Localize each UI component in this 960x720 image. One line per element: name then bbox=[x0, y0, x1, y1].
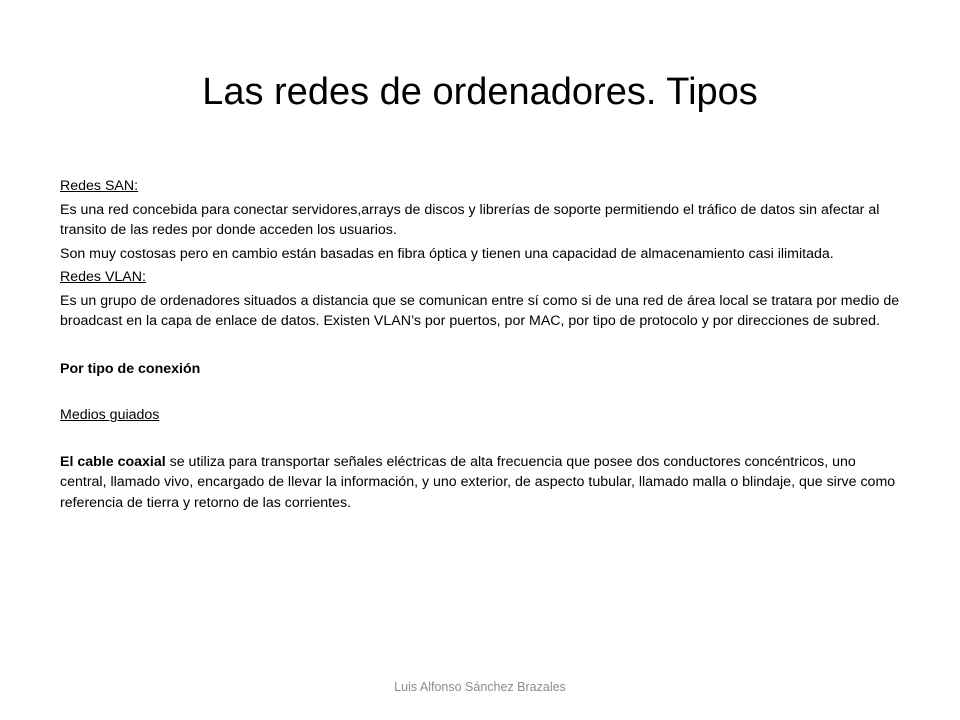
san-heading: Redes SAN: bbox=[60, 178, 139, 194]
slide-footer-author: Luis Alfonso Sánchez Brazales bbox=[394, 680, 566, 694]
guiados-heading: Medios guiados bbox=[60, 407, 160, 423]
slide-body bbox=[60, 176, 906, 513]
san-paragraph-2: Son muy costosas pero en cambio están basadas en fibra óptica y tienen una capacidad de almacenamiento casi ilimitada. bbox=[60, 245, 834, 262]
slide-title: Las redes de ordenadores. Tipos bbox=[202, 71, 758, 113]
san-paragraph-1: Es una red concebida para conectar servidores,arrays de discos y librerías de soporte permitiendo el tráfico de datos sin afectar al transito de las redes por donde acceden los usuarios. bbox=[60, 201, 880, 238]
coaxial-description: se utiliza para transportar señales eléctricas de alta frecuencia que posee dos conductores concéntricos, uno central, llamado vivo, encargado de llevar la información, y uno exterior, de aspecto tubular, llamado malla o blindaje, que sirve como referencia de tierra y retorno de las corrientes. bbox=[60, 453, 896, 511]
coaxial-paragraph bbox=[60, 452, 906, 514]
coaxial-term: El cable coaxial bbox=[60, 453, 166, 470]
vlan-paragraph: Es un grupo de ordenadores situados a distancia que se comunican entre sí como si de una red de área local se tratara por medio de broadcast en la capa de enlace de datos. Existen VLAN’s por puertos, por MAC, por tipo de protocolo y por direcciones de subred. bbox=[60, 292, 900, 329]
vlan-heading: Redes VLAN: bbox=[60, 269, 146, 285]
conexion-heading: Por tipo de conexión bbox=[60, 360, 201, 377]
